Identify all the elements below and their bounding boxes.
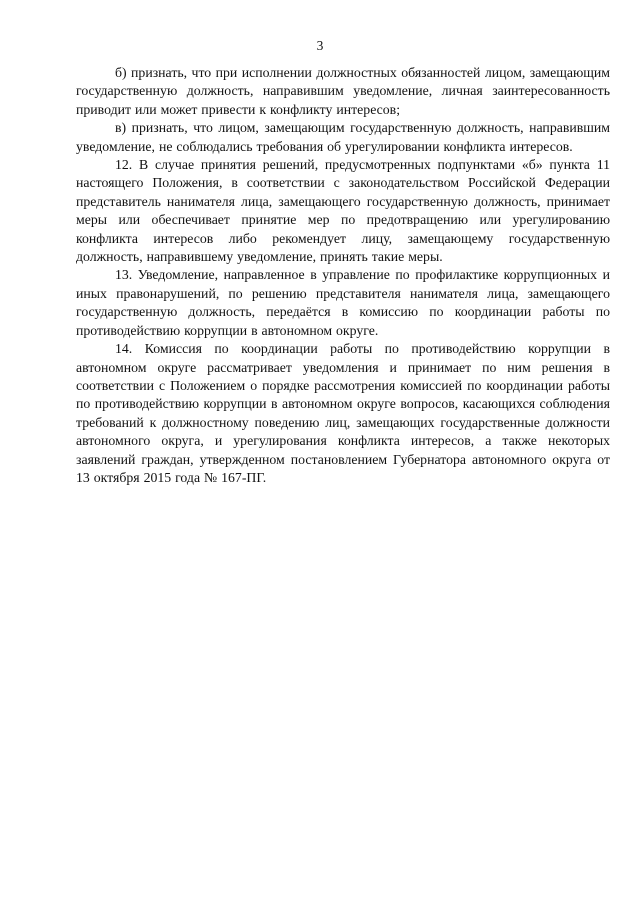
document-body [76, 64, 610, 487]
paragraph-subitem-v: в) признать, что лицом, замещающим государственную должность, направившим уведомление, не соблюдались требования об урегулировании конфликта интересов. [76, 120, 610, 154]
paragraph-item-12: 12. В случае принятия решений, предусмотренных подпунктами «б» пункта 11 настоящего Положения, в соответствии с законодательством Российской Федерации представитель нанимателя лица, замещающего государственную должность, принимает меры или обеспечивает принятие мер по предотвращению или урегулированию конфликта интересов либо рекомендует лицу, замещающему государственную должность, направившему уведомление, принять такие меры. [76, 157, 610, 265]
paragraph-item-13: 13. Уведомление, направленное в управление по профилактике коррупционных и иных правонарушений, по решению представителя нанимателя лица, замещающего государственную должность, передаётся в комиссию по координации работы по противодействию коррупции в автономном округе. [76, 267, 610, 338]
page-number: 3 [316, 38, 324, 53]
paragraph-item-14: 14. Комиссия по координации работы по противодействию коррупции в автономном округе рассматривает уведомления и принимает по ним решения в соответствии с Положением о порядке рассмотрения комиссией по координации работы по противодействию коррупции в автономном округе вопросов, касающихся соблюдения требований к должностному поведению лиц, замещающих государственные должности автономного округа, и урегулирования конфликта интересов, а также некоторых заявлений граждан, утвержденном постановлением Губернатора автономного округа от 13 октября 2015 года № 167-ПГ. [76, 341, 610, 485]
paragraph-subitem-b: б) признать, что при исполнении должностных обязанностей лицом, замещающим государственную должность, направившим уведомление, личная заинтересованность приводит или может привести к конфликту интересов; [76, 65, 610, 117]
